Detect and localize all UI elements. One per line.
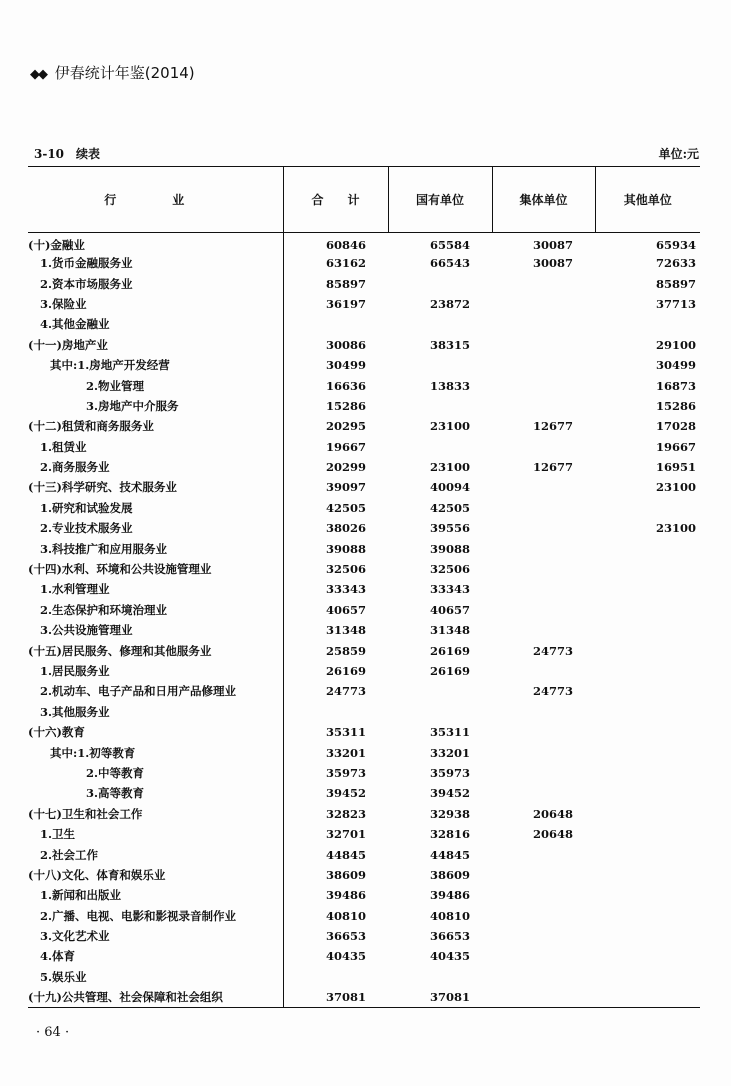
cell-value: 36653 (429, 929, 470, 944)
table-row (28, 559, 700, 579)
cell-value: 26169 (429, 643, 470, 658)
table-row (28, 906, 700, 926)
cell-value: 16951 (655, 460, 696, 475)
cell-value (492, 661, 595, 681)
row-label: 2.中等教育 (86, 765, 145, 780)
cell-value: 32938 (429, 806, 470, 821)
cell-value: 37081 (283, 987, 388, 1007)
cell-value (388, 396, 492, 416)
cell-value (388, 273, 492, 293)
cell-value (388, 681, 492, 701)
row-label: (十二)租赁和商务服务业 (28, 419, 154, 434)
cell-value: 19667 (655, 439, 696, 454)
cell-value: 32701 (283, 824, 388, 844)
cell-value: 16873 (655, 378, 696, 393)
row-label: 3.文化艺术业 (40, 929, 110, 944)
table-row (28, 457, 700, 477)
table-row (28, 437, 700, 457)
cell-value: 20299 (283, 457, 388, 477)
row-label: 1.新闻和出版业 (40, 888, 122, 903)
table-row (28, 742, 700, 762)
cell-value: 33201 (429, 745, 470, 760)
diamond-icons: ◆◆ (30, 67, 46, 82)
cell-value (595, 946, 700, 966)
row-label: (十五)居民服务、修理和其他服务业 (28, 643, 212, 658)
cell-value (492, 702, 595, 722)
cell-value (595, 722, 700, 742)
cell-value: 23872 (429, 296, 470, 311)
cell-value: 24773 (532, 643, 573, 658)
cell-value (595, 314, 700, 334)
cell-value (595, 681, 700, 701)
row-label: (十)金融业 (28, 238, 85, 252)
table-row (28, 335, 700, 355)
cell-value (492, 559, 595, 579)
table-row (28, 538, 700, 558)
cell-value (388, 437, 492, 457)
row-label: 1.居民服务业 (40, 664, 110, 678)
cell-value: 13833 (429, 378, 470, 393)
table-row (28, 987, 700, 1007)
cell-value: 30087 (532, 256, 573, 271)
cell-value (595, 498, 700, 518)
cell-value (492, 620, 595, 640)
cell-value: 12677 (532, 419, 573, 434)
table-row (28, 477, 700, 497)
table-row (28, 640, 700, 660)
cell-value: 39088 (283, 538, 388, 558)
cell-value (595, 967, 700, 987)
table-row (28, 926, 700, 946)
row-label: 2.物业管理 (86, 378, 145, 393)
table-row (28, 946, 700, 966)
cell-value (283, 314, 388, 334)
column-header-collective: 集体单位 (492, 167, 595, 233)
cell-value: 16636 (283, 375, 388, 395)
table-row (28, 783, 700, 803)
cell-value (492, 498, 595, 518)
cell-value: 39088 (429, 541, 470, 556)
column-header-state-owned: 国有单位 (388, 167, 492, 233)
cell-value (595, 844, 700, 864)
row-label: 3.其他服务业 (40, 704, 110, 719)
row-label: 3.房地产中介服务 (86, 398, 179, 413)
cell-value (595, 600, 700, 620)
cell-value: 35973 (283, 763, 388, 783)
cell-value: 26169 (429, 664, 470, 678)
cell-value: 30087 (532, 238, 573, 252)
cell-value (595, 661, 700, 681)
column-header-total: 合 计 (283, 167, 388, 233)
cell-value (492, 722, 595, 742)
row-label: 2.社会工作 (40, 847, 99, 862)
cell-value (595, 885, 700, 905)
cell-value: 29100 (655, 337, 696, 352)
row-label: 2.生态保护和环境治理业 (40, 602, 168, 617)
cell-value: 33201 (283, 742, 388, 762)
table-row (28, 865, 700, 885)
row-label: (十九)公共管理、社会保障和社会组织 (28, 987, 283, 1007)
cell-value: 24773 (532, 684, 573, 699)
cell-value (595, 702, 700, 722)
cell-value (595, 824, 700, 844)
row-label: 3.保险业 (40, 296, 87, 311)
cell-value: 32823 (283, 804, 388, 824)
table-row (28, 294, 700, 314)
table-row (28, 355, 700, 375)
cell-value (595, 620, 700, 640)
table-row (28, 844, 700, 864)
cell-value (595, 579, 700, 599)
row-label: 3.科技推广和应用服务业 (40, 541, 168, 556)
cell-value: 40657 (429, 602, 470, 617)
cell-value: 12677 (532, 460, 573, 475)
cell-value (595, 559, 700, 579)
running-header (30, 62, 195, 83)
cell-value: 40094 (429, 480, 470, 495)
cell-value: 42505 (283, 498, 388, 518)
row-label: 其中:1.房地产开发经营 (50, 358, 170, 373)
table-row (28, 233, 700, 254)
cell-value: 85897 (655, 276, 696, 291)
row-label: 1.租赁业 (40, 439, 87, 454)
cell-value (492, 375, 595, 395)
row-label: (十六)教育 (28, 725, 85, 740)
cell-value (492, 273, 595, 293)
cell-value: 15286 (655, 398, 696, 413)
cell-value: 44845 (429, 847, 470, 862)
cell-value (595, 804, 700, 824)
cell-value (492, 987, 595, 1007)
cell-value (388, 355, 492, 375)
cell-value: 17028 (655, 419, 696, 434)
row-label: 1.货币金融服务业 (40, 256, 133, 271)
cell-value: 85897 (283, 273, 388, 293)
table-row (28, 375, 700, 395)
cell-value: 40810 (429, 908, 470, 923)
row-label: 2.商务服务业 (40, 460, 110, 475)
row-label: 其中:1.初等教育 (50, 745, 136, 760)
cell-value (388, 702, 492, 722)
table-row (28, 396, 700, 416)
table-row (28, 804, 700, 824)
cell-value (595, 783, 700, 803)
table-row (28, 600, 700, 620)
cell-value: 38609 (429, 867, 470, 882)
table-row (28, 498, 700, 518)
cell-value: 32506 (429, 562, 470, 577)
cell-value: 37713 (655, 296, 696, 311)
cell-value (492, 355, 595, 375)
cell-value (492, 906, 595, 926)
row-label: (十三)科学研究、技术服务业 (28, 480, 177, 495)
cell-value: 33343 (429, 582, 470, 597)
cell-value: 23100 (655, 480, 696, 495)
cell-value: 31348 (429, 623, 470, 638)
cell-value (492, 783, 595, 803)
table-row (28, 620, 700, 640)
cell-value: 44845 (283, 844, 388, 864)
table-row (28, 681, 700, 701)
cell-value (283, 702, 388, 722)
cell-value: 40657 (283, 600, 388, 620)
cell-value: 39486 (429, 888, 470, 903)
cell-value (492, 579, 595, 599)
cell-value (595, 926, 700, 946)
cell-value (388, 967, 492, 987)
cell-value: 31348 (283, 620, 388, 640)
cell-value: 35311 (283, 722, 388, 742)
cell-value: 42505 (429, 500, 470, 515)
cell-value (492, 885, 595, 905)
cell-value: 72633 (655, 256, 696, 271)
cell-value: 36197 (283, 294, 388, 314)
cell-value: 33343 (283, 579, 388, 599)
cell-value (492, 600, 595, 620)
row-label: 2.专业技术服务业 (40, 521, 133, 536)
cell-value (595, 865, 700, 885)
table-row (28, 824, 700, 844)
cell-value (492, 294, 595, 314)
cell-value (492, 742, 595, 762)
cell-value: 38609 (283, 865, 388, 885)
cell-value (492, 538, 595, 558)
cell-value (492, 518, 595, 538)
row-label: 2.机动车、电子产品和日用产品修理业 (40, 684, 237, 699)
cell-value: 20648 (532, 827, 573, 842)
table-row (28, 579, 700, 599)
row-label: 1.水利管理业 (40, 582, 110, 597)
table-row (28, 661, 700, 681)
row-label: 5.娱乐业 (40, 969, 87, 984)
cell-value (492, 314, 595, 334)
cell-value: 23100 (655, 521, 696, 536)
cell-value: 15286 (283, 396, 388, 416)
row-label: (十四)水利、环境和公共设施管理业 (28, 562, 212, 577)
table-row (28, 722, 700, 742)
table-row (28, 702, 700, 722)
cell-value (492, 437, 595, 457)
row-label: 3.高等教育 (86, 786, 145, 801)
cell-value: 37081 (388, 987, 492, 1007)
cell-value (595, 987, 700, 1007)
cell-value: 40435 (429, 949, 470, 964)
cell-value (492, 396, 595, 416)
cell-value: 40810 (283, 906, 388, 926)
row-label: 4.其他金融业 (40, 317, 110, 332)
row-label: 2.广播、电视、电影和影视录音制作业 (40, 908, 237, 923)
column-header-other: 其他单位 (595, 167, 700, 233)
cell-value (595, 906, 700, 926)
cell-value: 39556 (429, 521, 470, 536)
cell-value (595, 640, 700, 660)
table-row (28, 416, 700, 436)
cell-value (283, 967, 388, 987)
column-header-industry: 行 业 (28, 167, 283, 233)
cell-value: 39452 (283, 783, 388, 803)
cell-value (492, 477, 595, 497)
cell-value: 38315 (429, 337, 470, 352)
cell-value (492, 763, 595, 783)
table-number: 3-10 续表 (34, 147, 101, 161)
wage-table (28, 166, 700, 1008)
cell-value: 26169 (283, 661, 388, 681)
cell-value (595, 742, 700, 762)
cell-value: 66543 (429, 256, 470, 271)
cell-value: 30499 (655, 358, 696, 373)
table-header-row (28, 167, 700, 233)
table-row (28, 273, 700, 293)
cell-value: 65584 (429, 238, 470, 252)
cell-value: 32816 (429, 827, 470, 842)
cell-value (492, 865, 595, 885)
cell-value (595, 538, 700, 558)
cell-value (492, 335, 595, 355)
cell-value: 30086 (283, 335, 388, 355)
cell-value: 60846 (283, 233, 388, 254)
row-label: 1.研究和试验发展 (40, 500, 133, 515)
cell-value: 39452 (429, 786, 470, 801)
book-title: 伊春统计年鉴(2014) (54, 64, 195, 82)
row-label: (十七)卫生和社会工作 (28, 806, 143, 821)
cell-value: 38026 (283, 518, 388, 538)
row-label: (十八)文化、体育和娱乐业 (28, 867, 166, 882)
cell-value: 30499 (283, 355, 388, 375)
cell-value (388, 314, 492, 334)
cell-value (492, 926, 595, 946)
cell-value: 23100 (429, 460, 470, 475)
cell-value (492, 946, 595, 966)
cell-value: 39486 (283, 885, 388, 905)
row-label: 1.卫生 (40, 827, 76, 842)
cell-value (492, 844, 595, 864)
cell-value: 63162 (283, 253, 388, 273)
cell-value: 35311 (429, 725, 470, 740)
row-label: 3.公共设施管理业 (40, 623, 133, 638)
cell-value: 20295 (283, 416, 388, 436)
cell-value (595, 763, 700, 783)
table-row (28, 763, 700, 783)
row-label: 2.资本市场服务业 (40, 276, 133, 291)
table-row (28, 314, 700, 334)
cell-value: 20648 (532, 806, 573, 821)
row-label: 4.体育 (40, 949, 76, 964)
cell-value: 23100 (429, 419, 470, 434)
row-label: (十一)房地产业 (28, 337, 108, 352)
cell-value: 19667 (283, 437, 388, 457)
table-row (28, 967, 700, 987)
cell-value: 24773 (283, 681, 388, 701)
table-row (28, 518, 700, 538)
cell-value: 40435 (283, 946, 388, 966)
page-number: · 64 · (36, 1025, 70, 1040)
cell-value: 32506 (283, 559, 388, 579)
cell-value: 35973 (429, 765, 470, 780)
table-row (28, 253, 700, 273)
cell-value: 36653 (283, 926, 388, 946)
cell-value: 25859 (283, 640, 388, 660)
cell-value (492, 967, 595, 987)
table-row (28, 885, 700, 905)
cell-value: 39097 (283, 477, 388, 497)
unit-label: 单位:元 (658, 147, 699, 161)
cell-value: 65934 (655, 238, 696, 252)
